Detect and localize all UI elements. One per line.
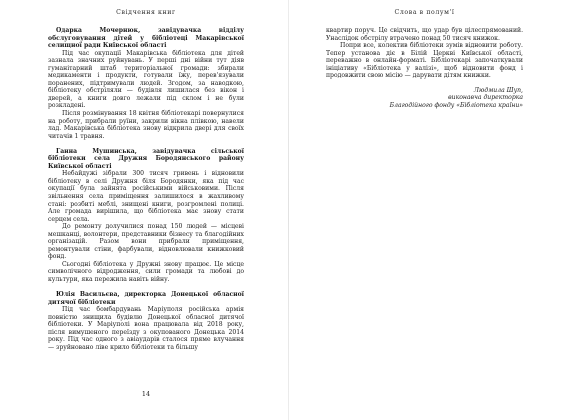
running-head-left: Свідчення книг — [116, 9, 176, 16]
running-head-right: Слова в полум'ї — [394, 9, 455, 16]
signature-block — [326, 87, 523, 109]
section-heading: Юлія Васильєва, директорка Донецької обласної дитячої бібліотеки — [48, 291, 244, 306]
left-page-body — [48, 27, 244, 351]
paragraph: До ремонту долучилися понад 150 людей — місцеві мешканці, волонтери, представники бізнесу та благодійних організацій. Разом вони прибрали приміщення, ремонтували стіни, фарбували, відновлювали книжковий фонд. — [48, 223, 244, 261]
signature-organization: Благодійного фонду «Бібліотека країни» — [389, 101, 523, 109]
page-number: 14 — [141, 390, 151, 398]
paragraph: Сьогодні бібліотека у Дружні знову працює. Це місце символічного відродження, сили громади та любові до культури, яка пережила навіть війну. — [48, 260, 244, 283]
paragraph: квартир поруч. Це свідчить, що удар був цілеспрямований. Унаслідок обстрілу втрачено понад 50 тисяч книжок. — [326, 27, 523, 42]
paragraph: Після розмінування 18 квітня бібліотекарі повернулися на роботу, прибрали руїни, закрили вікна плівкою, навели лад. Макарівська бібліотека знову відкрила двері для своїх читачів 1 травня. — [48, 110, 244, 140]
section-heading: Одарка Мочернюк, завідувачка відділу обслуговування дітей у бібліотеці Макарівської селищної ради Київської області — [48, 27, 244, 50]
right-page — [326, 0, 523, 420]
paragraph: Небайдужі зібрали 300 тисяч гривень і відновили бібліотеку в селі Дружня біля Бородянки, яка під час окупації була зайнята російськими військовими. Після звільнення села приміщення залишилося в жахливому стані: розбиті меблі, знищені книги, розгромлені полиці. Але громада вирішила, що бібліотека має знову стати серцем села. — [48, 170, 244, 223]
right-page-body — [326, 27, 523, 109]
paragraph: Під час бомбардувань Маріуполя російська армія повністю знищила будівлю Донецької обласної дитячої бібліотеки. У Маріуполі вона працювала від 2018 року, після вимушеного переїзду з окупованого Донецька 2014 року. Під час одного з авіаударів сталося пряме влучання — зруйновано ліве крило бібліотеки та більшу — [48, 306, 244, 351]
paragraph: Під час окупації Макарівська бібліотека для дітей зазнала значних руйнувань. У перші дні війни тут діяв гуманітарний штаб територіальної громади: збирали медикаменти і продукти, готували їжу, перев'язували поранених, підтримували людей. Згодом, за наводкою, бібліотеку обстріляли — будівля лишилася без вікон і дверей, а книги довго лежали під склом і не були розкладені. — [48, 49, 244, 110]
page-gutter — [288, 0, 289, 420]
section-heading: Ганна Мушинська, завідувачка сільської бібліотеки села Дружня Бородянського району Київської області — [48, 147, 244, 170]
signature-title: виконавча директорка — [448, 94, 523, 102]
signature-name: Людмила Шуп, — [473, 86, 523, 94]
left-page — [48, 0, 244, 420]
paragraph: Попри все, колектив бібліотеки зумів відновити роботу. Тепер установа діє в Білій Церкві Київської області, переважно в онлайн-форматі. Бібліотекарі започаткували ініціативу «Бібліотека у валізі», щоб відновити фонд і продовжити свою місію — дарувати дітям книжки. — [326, 42, 523, 80]
